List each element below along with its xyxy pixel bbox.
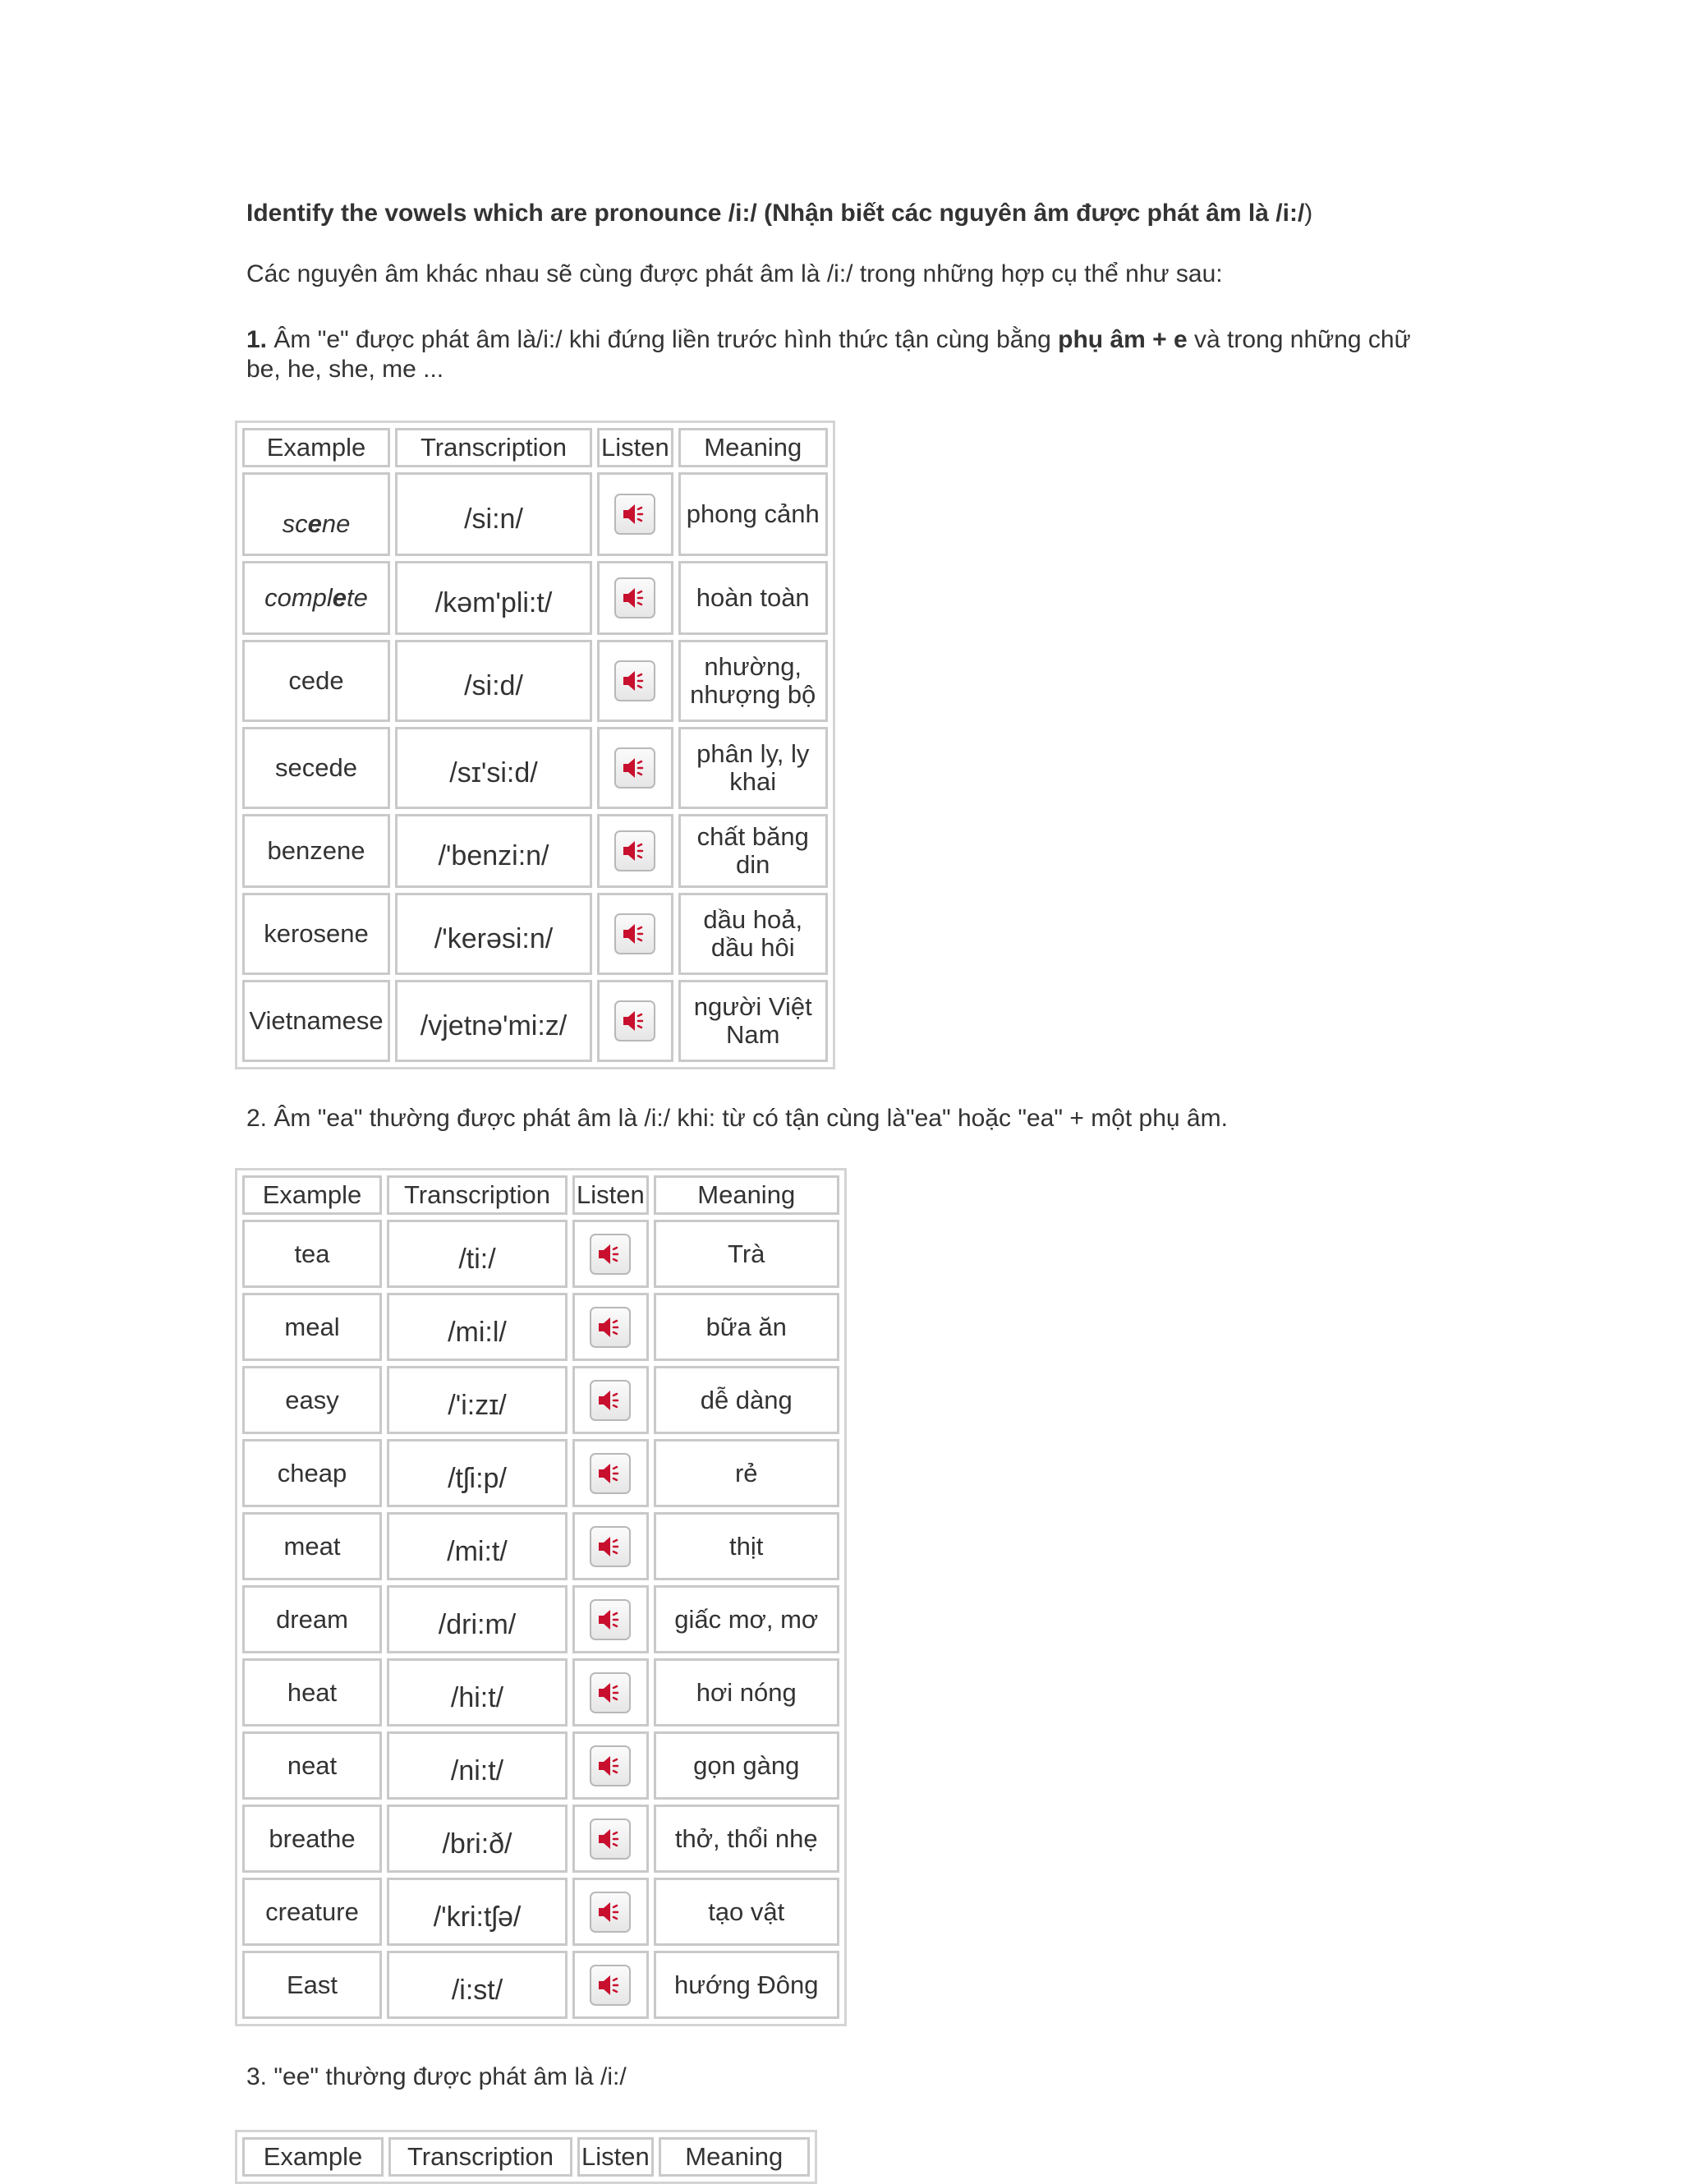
example-cell: Vietnamese <box>242 980 390 1062</box>
page-heading <box>246 195 1429 232</box>
listen-cell <box>572 1731 649 1800</box>
meaning-cell: dầu hoả, dầu hôi <box>678 893 828 975</box>
rule-1-bold: phụ âm + e <box>1058 326 1188 353</box>
listen-cell <box>597 727 673 809</box>
table-row <box>242 1805 839 1873</box>
speaker-icon <box>596 1753 624 1779</box>
table-row <box>242 1512 839 1580</box>
heading-tail: ) <box>1304 200 1313 227</box>
listen-cell <box>597 472 673 556</box>
listen-cell <box>597 561 673 635</box>
speaker-icon <box>596 1533 624 1560</box>
table-row <box>242 1220 839 1288</box>
speaker-icon <box>621 1008 649 1034</box>
listen-button[interactable] <box>614 577 655 618</box>
meaning-cell: bữa ăn <box>654 1293 839 1361</box>
meaning-cell: phân ly, ly khai <box>678 727 828 809</box>
document-page <box>246 195 1429 2184</box>
example-word-end: ne <box>321 509 351 538</box>
rule-3-text: 3. "ee" thường được phát âm là /i:/ <box>246 2063 627 2090</box>
example-cell: benzene <box>242 814 390 888</box>
listen-button[interactable] <box>590 1965 631 2006</box>
vocab-table-1 <box>235 421 835 1069</box>
rule-1-text <box>246 325 1437 384</box>
table-header-row <box>242 2137 810 2177</box>
example-cell: meat <box>242 1512 382 1580</box>
header-listen: Listen <box>577 2137 654 2177</box>
meaning-cell: thở, thổi nhẹ <box>654 1805 839 1873</box>
listen-cell <box>597 640 673 722</box>
rule-1-number: 1. <box>246 326 268 353</box>
intro-text: Các nguyên âm khác nhau sẽ cùng được phát âm là /i:/ trong những hợp cụ thể như sau: <box>246 260 1223 287</box>
meaning-cell: gọn gàng <box>654 1731 839 1800</box>
transcription-cell: /hi:t/ <box>387 1658 568 1727</box>
example-cell: easy <box>242 1366 382 1434</box>
speaker-icon <box>596 1241 624 1267</box>
table-row <box>242 1293 839 1361</box>
meaning-cell: thịt <box>654 1512 839 1580</box>
header-meaning: Meaning <box>654 1175 839 1215</box>
table-row <box>242 727 828 809</box>
table-row <box>242 814 828 888</box>
transcription-cell: /si:d/ <box>395 640 592 722</box>
speaker-icon <box>596 1680 624 1706</box>
example-cell: secede <box>242 727 390 809</box>
meaning-cell: nhường, nhượng bộ <box>678 640 828 722</box>
header-meaning: Meaning <box>678 428 828 467</box>
listen-cell <box>572 1805 649 1873</box>
meaning-cell: hoàn toàn <box>678 561 828 635</box>
listen-button[interactable] <box>590 1599 631 1640</box>
table-row <box>242 1585 839 1653</box>
header-listen: Listen <box>572 1175 649 1215</box>
listen-button[interactable] <box>590 1818 631 1860</box>
example-cell: dream <box>242 1585 382 1653</box>
listen-button[interactable] <box>614 913 655 954</box>
speaker-icon <box>596 1972 624 1998</box>
meaning-cell: chất băng din <box>678 814 828 888</box>
example-cell: meal <box>242 1293 382 1361</box>
example-cell: neat <box>242 1731 382 1800</box>
example-word-end: te <box>347 583 368 612</box>
listen-cell <box>572 1951 649 2019</box>
listen-cell <box>597 814 673 888</box>
meaning-cell: hướng Đông <box>654 1951 839 2019</box>
header-transcription: Transcription <box>388 2137 572 2177</box>
meaning-cell: tạo vật <box>654 1878 839 1946</box>
speaker-icon <box>596 1314 624 1340</box>
meaning-cell: hơi nóng <box>654 1658 839 1727</box>
speaker-icon <box>621 838 649 864</box>
example-cell <box>242 561 390 635</box>
meaning-cell: dễ dàng <box>654 1366 839 1434</box>
speaker-icon <box>596 1387 624 1414</box>
listen-cell <box>572 1512 649 1580</box>
speaker-icon <box>621 755 649 781</box>
example-cell: heat <box>242 1658 382 1727</box>
meaning-cell: rẻ <box>654 1439 839 1507</box>
example-highlight: e <box>307 509 322 538</box>
table-header-row <box>242 1175 839 1215</box>
listen-button[interactable] <box>590 1526 631 1567</box>
example-highlight: e <box>332 583 347 612</box>
table-row <box>242 472 828 556</box>
header-meaning: Meaning <box>659 2137 810 2177</box>
speaker-icon <box>596 1899 624 1925</box>
listen-cell <box>572 1878 649 1946</box>
table-row <box>242 1366 839 1434</box>
listen-button[interactable] <box>590 1380 631 1421</box>
transcription-cell: /ti:/ <box>387 1220 568 1288</box>
example-cell: tea <box>242 1220 382 1288</box>
transcription-cell: /'kri:tʃə/ <box>387 1878 568 1946</box>
table-row <box>242 1731 839 1800</box>
transcription-cell: /i:st/ <box>387 1951 568 2019</box>
listen-button[interactable] <box>590 1453 631 1494</box>
header-listen: Listen <box>597 428 673 467</box>
transcription-cell: /bri:ð/ <box>387 1805 568 1873</box>
example-cell: East <box>242 1951 382 2019</box>
listen-cell <box>572 1439 649 1507</box>
transcription-cell: /'kerəsi:n/ <box>395 893 592 975</box>
example-cell: kerosene <box>242 893 390 975</box>
transcription-cell: /dri:m/ <box>387 1585 568 1653</box>
transcription-cell: /kəm'pli:t/ <box>395 561 592 635</box>
listen-cell <box>572 1658 649 1727</box>
listen-cell <box>597 893 673 975</box>
speaker-icon <box>596 1607 624 1633</box>
listen-cell <box>572 1585 649 1653</box>
example-cell: cede <box>242 640 390 722</box>
table-header-row <box>242 428 828 467</box>
header-example: Example <box>242 1175 382 1215</box>
speaker-icon <box>596 1460 624 1487</box>
table-row <box>242 640 828 722</box>
listen-button[interactable] <box>590 1892 631 1933</box>
transcription-cell: /mi:t/ <box>387 1512 568 1580</box>
listen-cell <box>597 980 673 1062</box>
meaning-cell: Trà <box>654 1220 839 1288</box>
header-transcription: Transcription <box>395 428 592 467</box>
table-row <box>242 1658 839 1727</box>
listen-cell <box>572 1366 649 1434</box>
header-example: Example <box>242 428 390 467</box>
transcription-cell: /ni:t/ <box>387 1731 568 1800</box>
speaker-icon <box>621 921 649 947</box>
transcription-cell: /vjetnə'mi:z/ <box>395 980 592 1062</box>
meaning-cell: giấc mơ, mơ <box>654 1585 839 1653</box>
meaning-cell: người Việt Nam <box>678 980 828 1062</box>
table-row <box>242 1878 839 1946</box>
example-cell <box>242 472 390 556</box>
listen-button[interactable] <box>590 1672 631 1713</box>
speaker-icon <box>621 585 649 611</box>
example-word-start: compl <box>264 583 333 612</box>
example-cell: cheap <box>242 1439 382 1507</box>
listen-cell <box>572 1220 649 1288</box>
example-word-start: sc <box>282 509 308 538</box>
example-cell: breathe <box>242 1805 382 1873</box>
table-row <box>242 561 828 635</box>
rule-1-text-b: và trong những chữ be, he, she, me ... <box>246 326 1411 383</box>
transcription-cell: /'benzi:n/ <box>395 814 592 888</box>
rule-2-text: 2. Âm "ea" thường được phát âm là /i:/ khi: từ có tận cùng là"ea" hoặc "ea" + một phụ âm. <box>246 1105 1228 1132</box>
example-cell: creature <box>242 1878 382 1946</box>
listen-button[interactable] <box>590 1307 631 1348</box>
table-row <box>242 893 828 975</box>
speaker-icon <box>621 668 649 694</box>
rule-1-text-a: Âm "e" được phát âm là/i:/ khi đứng liền trước hình thức tận cùng bằng <box>267 326 1059 353</box>
heading-bold: Identify the vowels which are pronounce /i:/ (Nhận biết các nguyên âm được phát âm là /i:/ <box>246 200 1305 227</box>
listen-cell <box>572 1293 649 1361</box>
table-row <box>242 1439 839 1507</box>
transcription-cell: /si:n/ <box>395 472 592 556</box>
vocab-table-2 <box>235 1168 847 2026</box>
listen-button[interactable] <box>614 830 655 871</box>
listen-button[interactable] <box>614 1000 655 1041</box>
table-row <box>242 980 828 1062</box>
listen-button[interactable] <box>614 494 655 535</box>
speaker-icon <box>596 1826 624 1852</box>
speaker-icon <box>621 501 649 527</box>
transcription-cell: /mi:l/ <box>387 1293 568 1361</box>
table-row <box>242 1951 839 2019</box>
listen-button[interactable] <box>590 1745 631 1786</box>
header-transcription: Transcription <box>387 1175 568 1215</box>
listen-button[interactable] <box>614 747 655 789</box>
transcription-cell: /'i:zɪ/ <box>387 1366 568 1434</box>
transcription-cell: /tʃi:p/ <box>387 1439 568 1507</box>
transcription-cell: /sɪ'si:d/ <box>395 727 592 809</box>
listen-button[interactable] <box>590 1234 631 1275</box>
vocab-table-3 <box>235 2130 817 2184</box>
meaning-cell: phong cảnh <box>678 472 828 556</box>
header-example: Example <box>242 2137 384 2177</box>
listen-button[interactable] <box>614 660 655 701</box>
